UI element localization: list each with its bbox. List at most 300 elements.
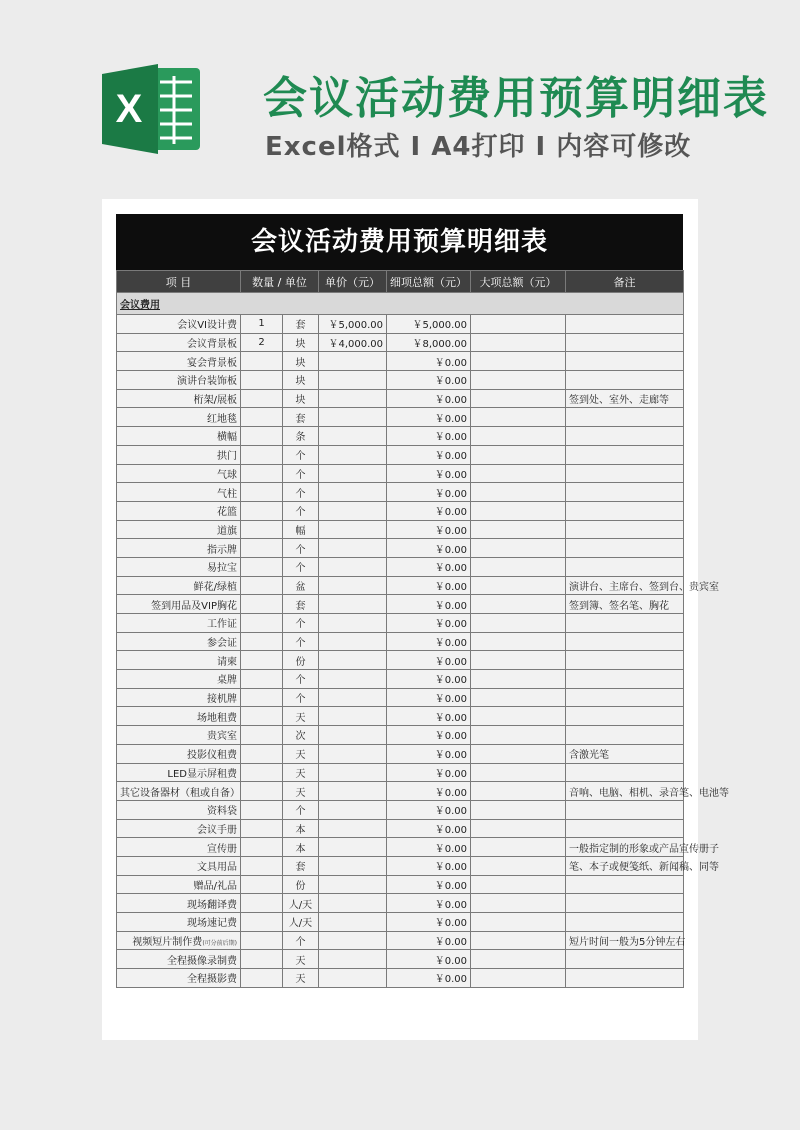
table-row bbox=[117, 614, 684, 633]
item-cell[interactable] bbox=[117, 614, 241, 633]
note-cell[interactable] bbox=[566, 427, 684, 446]
item-label: 现场速记费 bbox=[187, 918, 237, 930]
unit-cell[interactable]: 个 bbox=[283, 670, 319, 689]
subtotal-cell[interactable]: ￥0.00 bbox=[387, 464, 471, 483]
total-cell[interactable] bbox=[471, 632, 566, 651]
table-row bbox=[117, 969, 684, 988]
item-cell[interactable] bbox=[117, 838, 241, 857]
subtotal-cell[interactable]: ￥0.00 bbox=[387, 520, 471, 539]
total-cell[interactable] bbox=[471, 838, 566, 857]
subtotal-cell[interactable]: ￥0.00 bbox=[387, 445, 471, 464]
unit-cell[interactable]: 天 bbox=[283, 707, 319, 726]
price-cell[interactable] bbox=[319, 763, 387, 782]
qty-cell[interactable] bbox=[241, 445, 283, 464]
column-header-qty-unit: 数量 / 单位 bbox=[241, 271, 319, 293]
subtotal-cell[interactable]: ￥0.00 bbox=[387, 726, 471, 745]
subtotal-cell[interactable]: ￥0.00 bbox=[387, 408, 471, 427]
table-row bbox=[117, 576, 684, 595]
note-cell[interactable] bbox=[566, 464, 684, 483]
column-header-row bbox=[117, 271, 684, 293]
price-cell[interactable] bbox=[319, 838, 387, 857]
table-row bbox=[117, 595, 684, 614]
total-cell[interactable] bbox=[471, 520, 566, 539]
table-row bbox=[117, 800, 684, 819]
total-cell[interactable] bbox=[471, 557, 566, 576]
unit-cell[interactable]: 个 bbox=[283, 614, 319, 633]
total-cell[interactable] bbox=[471, 670, 566, 689]
unit-cell[interactable]: 份 bbox=[283, 651, 319, 670]
unit-cell[interactable]: 个 bbox=[283, 632, 319, 651]
price-cell[interactable] bbox=[319, 670, 387, 689]
qty-cell[interactable] bbox=[241, 913, 283, 932]
total-cell[interactable] bbox=[471, 614, 566, 633]
item-cell[interactable] bbox=[117, 389, 241, 408]
total-cell[interactable] bbox=[471, 875, 566, 894]
price-cell[interactable] bbox=[319, 501, 387, 520]
price-cell[interactable] bbox=[319, 427, 387, 446]
price-cell[interactable] bbox=[319, 352, 387, 371]
note-cell[interactable] bbox=[566, 333, 684, 352]
unit-cell[interactable]: 个 bbox=[283, 501, 319, 520]
item-cell[interactable] bbox=[117, 651, 241, 670]
price-cell[interactable] bbox=[319, 632, 387, 651]
qty-cell[interactable] bbox=[241, 670, 283, 689]
qty-cell[interactable] bbox=[241, 389, 283, 408]
price-cell[interactable] bbox=[319, 408, 387, 427]
note-cell[interactable] bbox=[566, 352, 684, 371]
table-row bbox=[117, 483, 684, 502]
total-cell[interactable] bbox=[471, 894, 566, 913]
total-cell[interactable] bbox=[471, 445, 566, 464]
price-cell[interactable] bbox=[319, 931, 387, 950]
unit-cell[interactable]: 套 bbox=[283, 408, 319, 427]
page-subtitle: Excel格式 I A4打印 I 内容可修改 bbox=[265, 132, 692, 162]
note-cell[interactable] bbox=[566, 670, 684, 689]
total-cell[interactable] bbox=[471, 744, 566, 763]
price-cell[interactable] bbox=[319, 389, 387, 408]
subtotal-cell[interactable]: ￥0.00 bbox=[387, 950, 471, 969]
note-cell[interactable] bbox=[566, 913, 684, 932]
note-cell[interactable] bbox=[566, 819, 684, 838]
subtotal-cell[interactable]: ￥0.00 bbox=[387, 707, 471, 726]
subtotal-cell[interactable]: ￥0.00 bbox=[387, 670, 471, 689]
unit-cell[interactable]: 个 bbox=[283, 557, 319, 576]
subtotal-cell[interactable]: ￥0.00 bbox=[387, 800, 471, 819]
subtotal-cell[interactable]: ￥0.00 bbox=[387, 782, 471, 801]
item-cell[interactable] bbox=[117, 688, 241, 707]
qty-cell[interactable] bbox=[241, 371, 283, 390]
qty-cell[interactable] bbox=[241, 352, 283, 371]
unit-cell[interactable]: 套 bbox=[283, 315, 319, 334]
total-cell[interactable] bbox=[471, 931, 566, 950]
subtotal-cell[interactable]: ￥0.00 bbox=[387, 913, 471, 932]
note-cell[interactable]: 签到处、室外、走廊等 bbox=[566, 389, 684, 408]
price-cell[interactable] bbox=[319, 726, 387, 745]
total-cell[interactable] bbox=[471, 352, 566, 371]
item-cell[interactable] bbox=[117, 371, 241, 390]
note-cell[interactable] bbox=[566, 483, 684, 502]
item-cell[interactable] bbox=[117, 315, 241, 334]
note-cell[interactable] bbox=[566, 539, 684, 558]
price-cell[interactable] bbox=[319, 969, 387, 988]
note-cell[interactable]: 签到簿、签名笔、胸花 bbox=[566, 595, 684, 614]
unit-cell[interactable]: 本 bbox=[283, 819, 319, 838]
item-cell[interactable] bbox=[117, 670, 241, 689]
qty-cell[interactable] bbox=[241, 688, 283, 707]
subtotal-cell[interactable]: ￥0.00 bbox=[387, 576, 471, 595]
price-cell[interactable] bbox=[319, 688, 387, 707]
item-label: 指示牌 bbox=[207, 544, 237, 556]
total-cell[interactable] bbox=[471, 726, 566, 745]
item-label: 桁架/展板 bbox=[193, 395, 237, 407]
total-cell[interactable] bbox=[471, 539, 566, 558]
total-cell[interactable] bbox=[471, 856, 566, 875]
subtotal-cell[interactable]: ￥0.00 bbox=[387, 389, 471, 408]
subtotal-cell[interactable]: ￥5,000.00 bbox=[387, 315, 471, 334]
note-cell[interactable]: 笔、本子或便笺纸、新闻稿、同等 bbox=[566, 856, 684, 875]
table-row bbox=[117, 651, 684, 670]
qty-cell[interactable] bbox=[241, 744, 283, 763]
unit-cell[interactable]: 个 bbox=[283, 445, 319, 464]
subtotal-cell[interactable]: ￥0.00 bbox=[387, 352, 471, 371]
item-label: 请柬 bbox=[217, 656, 237, 668]
note-cell[interactable] bbox=[566, 726, 684, 745]
qty-cell[interactable] bbox=[241, 557, 283, 576]
price-cell[interactable] bbox=[319, 875, 387, 894]
item-label: 花篮 bbox=[217, 507, 237, 519]
spreadsheet bbox=[116, 214, 730, 988]
note-cell[interactable] bbox=[566, 875, 684, 894]
item-cell[interactable] bbox=[117, 875, 241, 894]
qty-cell[interactable] bbox=[241, 427, 283, 446]
column-header-note: 备注 bbox=[566, 271, 684, 293]
subtotal-cell[interactable]: ￥0.00 bbox=[387, 969, 471, 988]
subtotal-cell[interactable]: ￥0.00 bbox=[387, 894, 471, 913]
total-cell[interactable] bbox=[471, 333, 566, 352]
price-cell[interactable] bbox=[319, 856, 387, 875]
note-cell[interactable]: 短片时间一般为5分钟左右 bbox=[566, 931, 684, 950]
unit-cell[interactable]: 个 bbox=[283, 800, 319, 819]
note-cell[interactable]: 一般指定制的形象或产品宣传册子 bbox=[566, 838, 684, 857]
qty-cell[interactable] bbox=[241, 894, 283, 913]
total-cell[interactable] bbox=[471, 501, 566, 520]
item-cell[interactable] bbox=[117, 819, 241, 838]
subtotal-cell[interactable]: ￥0.00 bbox=[387, 688, 471, 707]
unit-cell[interactable]: 个 bbox=[283, 931, 319, 950]
table-row bbox=[117, 352, 684, 371]
unit-cell[interactable]: 盆 bbox=[283, 576, 319, 595]
qty-cell[interactable] bbox=[241, 782, 283, 801]
unit-cell[interactable]: 天 bbox=[283, 744, 319, 763]
subtotal-cell[interactable]: ￥0.00 bbox=[387, 614, 471, 633]
qty-cell[interactable] bbox=[241, 632, 283, 651]
total-cell[interactable] bbox=[471, 408, 566, 427]
note-cell[interactable] bbox=[566, 371, 684, 390]
qty-cell[interactable] bbox=[241, 763, 283, 782]
qty-cell[interactable] bbox=[241, 614, 283, 633]
item-cell[interactable] bbox=[117, 950, 241, 969]
note-cell[interactable] bbox=[566, 707, 684, 726]
item-label: LED显示屏租费 bbox=[167, 768, 237, 780]
unit-cell[interactable]: 套 bbox=[283, 856, 319, 875]
total-cell[interactable] bbox=[471, 315, 566, 334]
item-cell[interactable] bbox=[117, 744, 241, 763]
price-cell[interactable] bbox=[319, 464, 387, 483]
price-cell[interactable] bbox=[319, 614, 387, 633]
total-cell[interactable] bbox=[471, 782, 566, 801]
item-label: 气球 bbox=[217, 469, 237, 481]
qty-cell[interactable] bbox=[241, 931, 283, 950]
price-cell[interactable] bbox=[319, 913, 387, 932]
note-cell[interactable] bbox=[566, 969, 684, 988]
qty-cell[interactable] bbox=[241, 800, 283, 819]
unit-cell[interactable]: 幅 bbox=[283, 520, 319, 539]
qty-cell[interactable] bbox=[241, 520, 283, 539]
total-cell[interactable] bbox=[471, 651, 566, 670]
section-label[interactable]: 会议费用 bbox=[117, 293, 684, 315]
subtotal-cell[interactable]: ￥0.00 bbox=[387, 744, 471, 763]
unit-cell[interactable]: 个 bbox=[283, 539, 319, 558]
table-row bbox=[117, 763, 684, 782]
price-cell[interactable] bbox=[319, 576, 387, 595]
item-cell[interactable] bbox=[117, 557, 241, 576]
qty-cell[interactable] bbox=[241, 501, 283, 520]
total-cell[interactable] bbox=[471, 950, 566, 969]
item-label: 全程摄影费 bbox=[187, 974, 237, 986]
unit-cell[interactable]: 人/天 bbox=[283, 894, 319, 913]
subtotal-cell[interactable]: ￥0.00 bbox=[387, 819, 471, 838]
total-cell[interactable] bbox=[471, 483, 566, 502]
price-cell[interactable] bbox=[319, 800, 387, 819]
item-cell[interactable] bbox=[117, 352, 241, 371]
total-cell[interactable] bbox=[471, 464, 566, 483]
subtotal-cell[interactable]: ￥0.00 bbox=[387, 483, 471, 502]
price-cell[interactable] bbox=[319, 651, 387, 670]
qty-cell[interactable] bbox=[241, 464, 283, 483]
qty-cell[interactable] bbox=[241, 838, 283, 857]
note-cell[interactable] bbox=[566, 800, 684, 819]
item-cell[interactable] bbox=[117, 483, 241, 502]
price-cell[interactable] bbox=[319, 950, 387, 969]
item-label: 接机牌 bbox=[207, 694, 237, 706]
column-header-total: 大项总额（元） bbox=[471, 271, 566, 293]
note-cell[interactable] bbox=[566, 445, 684, 464]
unit-cell[interactable]: 条 bbox=[283, 427, 319, 446]
total-cell[interactable] bbox=[471, 763, 566, 782]
note-cell[interactable] bbox=[566, 501, 684, 520]
qty-cell[interactable] bbox=[241, 595, 283, 614]
note-cell[interactable] bbox=[566, 614, 684, 633]
item-cell[interactable] bbox=[117, 931, 241, 950]
unit-cell[interactable]: 块 bbox=[283, 333, 319, 352]
price-cell[interactable] bbox=[319, 520, 387, 539]
subtotal-cell[interactable]: ￥0.00 bbox=[387, 595, 471, 614]
item-label: 气柱 bbox=[217, 488, 237, 500]
note-cell[interactable] bbox=[566, 651, 684, 670]
item-label: 资料袋 bbox=[207, 806, 237, 818]
unit-cell[interactable]: 次 bbox=[283, 726, 319, 745]
subtotal-cell[interactable]: ￥0.00 bbox=[387, 557, 471, 576]
total-cell[interactable] bbox=[471, 707, 566, 726]
price-cell[interactable] bbox=[319, 744, 387, 763]
note-cell[interactable] bbox=[566, 557, 684, 576]
price-cell[interactable] bbox=[319, 595, 387, 614]
unit-cell[interactable]: 本 bbox=[283, 838, 319, 857]
note-cell[interactable]: 演讲台、主席台、签到台、贵宾室 bbox=[566, 576, 684, 595]
unit-cell[interactable]: 套 bbox=[283, 595, 319, 614]
item-label: 会议背景板 bbox=[187, 339, 237, 351]
table-row bbox=[117, 819, 684, 838]
qty-cell[interactable]: 2 bbox=[241, 333, 283, 352]
subtotal-cell[interactable]: ￥0.00 bbox=[387, 539, 471, 558]
item-cell[interactable] bbox=[117, 782, 241, 801]
table-row bbox=[117, 931, 684, 950]
price-cell[interactable] bbox=[319, 445, 387, 464]
item-note: (可分前后期) bbox=[202, 940, 237, 948]
item-label: 红地毯 bbox=[207, 413, 237, 425]
unit-cell[interactable]: 块 bbox=[283, 371, 319, 390]
item-cell[interactable] bbox=[117, 501, 241, 520]
item-label: 桌牌 bbox=[217, 675, 237, 687]
note-cell[interactable] bbox=[566, 763, 684, 782]
item-cell[interactable] bbox=[117, 576, 241, 595]
unit-cell[interactable]: 人/天 bbox=[283, 913, 319, 932]
item-cell[interactable] bbox=[117, 726, 241, 745]
unit-cell[interactable]: 天 bbox=[283, 782, 319, 801]
qty-cell[interactable]: 1 bbox=[241, 315, 283, 334]
item-cell[interactable] bbox=[117, 333, 241, 352]
total-cell[interactable] bbox=[471, 969, 566, 988]
table-row bbox=[117, 333, 684, 352]
qty-cell[interactable] bbox=[241, 950, 283, 969]
item-cell[interactable] bbox=[117, 894, 241, 913]
item-label: 投影仪租费 bbox=[187, 750, 237, 762]
qty-cell[interactable] bbox=[241, 408, 283, 427]
note-cell[interactable] bbox=[566, 688, 684, 707]
note-cell[interactable] bbox=[566, 894, 684, 913]
section-row bbox=[117, 293, 684, 315]
item-cell[interactable] bbox=[117, 856, 241, 875]
price-cell[interactable] bbox=[319, 819, 387, 838]
price-cell[interactable] bbox=[319, 894, 387, 913]
item-cell[interactable] bbox=[117, 763, 241, 782]
unit-cell[interactable]: 块 bbox=[283, 352, 319, 371]
price-cell[interactable] bbox=[319, 782, 387, 801]
total-cell[interactable] bbox=[471, 819, 566, 838]
qty-cell[interactable] bbox=[241, 875, 283, 894]
note-cell[interactable] bbox=[566, 315, 684, 334]
note-cell[interactable] bbox=[566, 632, 684, 651]
total-cell[interactable] bbox=[471, 913, 566, 932]
qty-cell[interactable] bbox=[241, 726, 283, 745]
item-label: 拱门 bbox=[217, 451, 237, 463]
page-title: 会议活动费用预算明细表 bbox=[263, 73, 769, 124]
price-cell[interactable] bbox=[319, 371, 387, 390]
subtotal-cell[interactable]: ￥0.00 bbox=[387, 427, 471, 446]
item-cell[interactable] bbox=[117, 539, 241, 558]
price-cell[interactable] bbox=[319, 539, 387, 558]
note-cell[interactable] bbox=[566, 950, 684, 969]
item-label: 宴会背景板 bbox=[187, 357, 237, 369]
item-cell[interactable] bbox=[117, 707, 241, 726]
price-cell[interactable]: ￥5,000.00 bbox=[319, 315, 387, 334]
item-cell[interactable] bbox=[117, 913, 241, 932]
qty-cell[interactable] bbox=[241, 576, 283, 595]
price-cell[interactable] bbox=[319, 557, 387, 576]
note-cell[interactable]: 音响、电脑、相机、录音笔、电池等 bbox=[566, 782, 684, 801]
qty-cell[interactable] bbox=[241, 819, 283, 838]
table-row bbox=[117, 950, 684, 969]
item-cell[interactable] bbox=[117, 445, 241, 464]
note-cell[interactable] bbox=[566, 408, 684, 427]
unit-cell[interactable]: 块 bbox=[283, 389, 319, 408]
total-cell[interactable] bbox=[471, 688, 566, 707]
item-cell[interactable] bbox=[117, 800, 241, 819]
table-row bbox=[117, 445, 684, 464]
item-cell[interactable] bbox=[117, 632, 241, 651]
subtotal-cell[interactable]: ￥0.00 bbox=[387, 875, 471, 894]
unit-cell[interactable]: 天 bbox=[283, 763, 319, 782]
subtotal-cell[interactable]: ￥0.00 bbox=[387, 632, 471, 651]
subtotal-cell[interactable]: ￥0.00 bbox=[387, 856, 471, 875]
item-label: 会议手册 bbox=[197, 824, 237, 836]
unit-cell[interactable]: 份 bbox=[283, 875, 319, 894]
unit-cell[interactable]: 个 bbox=[283, 483, 319, 502]
unit-cell[interactable]: 天 bbox=[283, 969, 319, 988]
unit-cell[interactable]: 个 bbox=[283, 688, 319, 707]
subtotal-cell[interactable]: ￥0.00 bbox=[387, 931, 471, 950]
total-cell[interactable] bbox=[471, 595, 566, 614]
subtotal-cell[interactable]: ￥0.00 bbox=[387, 371, 471, 390]
total-cell[interactable] bbox=[471, 576, 566, 595]
total-cell[interactable] bbox=[471, 800, 566, 819]
total-cell[interactable] bbox=[471, 389, 566, 408]
qty-cell[interactable] bbox=[241, 856, 283, 875]
item-cell[interactable] bbox=[117, 427, 241, 446]
subtotal-cell[interactable]: ￥0.00 bbox=[387, 651, 471, 670]
qty-cell[interactable] bbox=[241, 707, 283, 726]
total-cell[interactable] bbox=[471, 427, 566, 446]
price-cell[interactable] bbox=[319, 483, 387, 502]
qty-cell[interactable] bbox=[241, 483, 283, 502]
qty-cell[interactable] bbox=[241, 969, 283, 988]
subtotal-cell[interactable]: ￥0.00 bbox=[387, 838, 471, 857]
item-cell[interactable] bbox=[117, 969, 241, 988]
table-row bbox=[117, 557, 684, 576]
subtotal-cell[interactable]: ￥0.00 bbox=[387, 763, 471, 782]
item-cell[interactable] bbox=[117, 464, 241, 483]
table-row bbox=[117, 427, 684, 446]
subtotal-cell[interactable]: ￥8,000.00 bbox=[387, 333, 471, 352]
item-cell[interactable] bbox=[117, 520, 241, 539]
subtotal-cell[interactable]: ￥0.00 bbox=[387, 501, 471, 520]
note-cell[interactable]: 含激光笔 bbox=[566, 744, 684, 763]
qty-cell[interactable] bbox=[241, 539, 283, 558]
unit-cell[interactable]: 个 bbox=[283, 464, 319, 483]
price-cell[interactable] bbox=[319, 707, 387, 726]
price-cell[interactable]: ￥4,000.00 bbox=[319, 333, 387, 352]
note-cell[interactable] bbox=[566, 520, 684, 539]
item-label: 文具用品 bbox=[197, 862, 237, 874]
budget-table bbox=[116, 270, 730, 988]
table-row bbox=[117, 670, 684, 689]
item-cell[interactable] bbox=[117, 595, 241, 614]
qty-cell[interactable] bbox=[241, 651, 283, 670]
total-cell[interactable] bbox=[471, 371, 566, 390]
logo-letter: X bbox=[115, 87, 143, 131]
item-cell[interactable] bbox=[117, 408, 241, 427]
unit-cell[interactable]: 天 bbox=[283, 950, 319, 969]
